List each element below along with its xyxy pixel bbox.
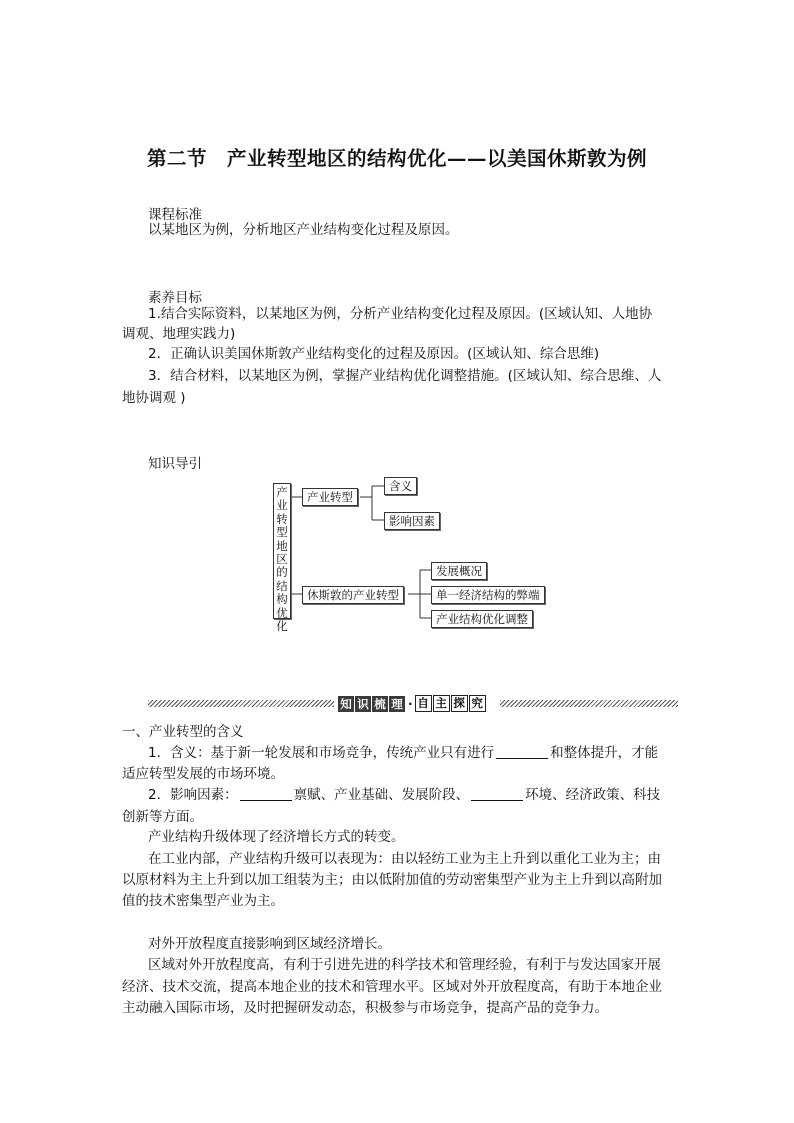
standard-label: 课程标准 <box>148 207 202 223</box>
banner-hatch-right <box>500 700 678 707</box>
paragraph-line: 主动融入国际市场，及时把握研发动态，积极参与市场竞争，提高产品的竞争力。 <box>122 1000 608 1016</box>
goal-line: 调观、地理实践力) <box>122 326 236 342</box>
banner-hatch-left <box>148 700 334 707</box>
diagram-leaf-overview: 发展概况 <box>431 562 487 580</box>
fill-blank <box>240 786 292 801</box>
paragraph-line: 区域对外开放程度高，有利于引进先进的科学技术和管理经验，有利于与发达国家开展 <box>148 957 661 973</box>
banner-label <box>338 695 487 712</box>
paragraph-line: 产业结构升级体现了经济增长方式的转变。 <box>148 829 405 845</box>
paragraph-line: 创新等方面。 <box>122 809 203 825</box>
banner-char: 理 <box>389 696 405 712</box>
banner-char: 主 <box>433 695 450 712</box>
standard-text: 以某地区为例，分析地区产业结构变化过程及原因。 <box>148 222 459 238</box>
section-banner <box>148 695 678 713</box>
goal-line: 1.结合实际资料，以某地区为例，分析产业结构变化过程及原因。(区域认知、人地协 <box>148 306 653 322</box>
diagram-leaf-meaning: 含义 <box>384 477 417 495</box>
goal-line: 地协调观 ) <box>122 390 186 406</box>
banner-char: 梳 <box>372 696 388 712</box>
diagram-branch-industrial-transition: 产业转型 <box>302 488 358 506</box>
banner-char: 知 <box>338 696 354 712</box>
banner-char: 究 <box>469 695 486 712</box>
paragraph-line: 经济、技术交流，提高本地企业的技术和管理水平。区域对外开放程度高，有助于本地企业 <box>122 979 662 995</box>
banner-char: 自 <box>415 695 432 712</box>
banner-char: 识 <box>355 696 371 712</box>
diagram-leaf-drawbacks: 单一经济结构的弊端 <box>431 586 545 604</box>
banner-dot: · <box>408 696 413 711</box>
fill-blank <box>471 786 523 801</box>
paragraph-line: 值的技术密集型产业为主。 <box>122 893 284 909</box>
diagram-root-box: 产业转型地区的结构优化 <box>273 483 291 619</box>
fill-blank <box>496 744 548 759</box>
diagram-leaf-optimization: 产业结构优化调整 <box>431 610 533 628</box>
diagram-branch-houston: 休斯敦的产业转型 <box>302 586 404 604</box>
page-title: 第二节 产业转型地区的结构优化——以美国休斯敦为例 <box>146 147 647 170</box>
section-heading: 一、产业转型的含义 <box>122 724 244 740</box>
goal-line: 2．正确认识美国休斯敦产业结构变化的过程及原因。(区域认知、综合思维) <box>148 346 600 362</box>
goals-label: 素养目标 <box>148 290 202 306</box>
paragraph-line: 2．影响因素： 禀赋、产业基础、发展阶段、 环境、经济政策、科技 <box>148 787 661 803</box>
paragraph-line: 在工业内部，产业结构升级可以表现为：由以轻纺工业为主上升到以重化工业为主；由 <box>148 851 661 867</box>
paragraph-line: 适应转型发展的市场环境。 <box>122 766 284 782</box>
banner-char: 探 <box>451 695 468 712</box>
goal-line: 3．结合材料，以某地区为例，掌握产业结构优化调整措施。(区域认知、综合思维、人 <box>148 368 662 384</box>
paragraph-line: 以原材料为主上升到以加工组装为主；由以低附加值的劳动密集型产业为主上升到以高附加 <box>122 872 662 888</box>
guide-label: 知识导引 <box>148 456 202 472</box>
paragraph-line: 对外开放程度直接影响到区域经济增长。 <box>148 936 391 952</box>
paragraph-line: 1．含义：基于新一轮发展和市场竞争，传统产业只有进行 和整体提升，才能 <box>148 745 659 761</box>
diagram-leaf-factors: 影响因素 <box>384 512 440 530</box>
